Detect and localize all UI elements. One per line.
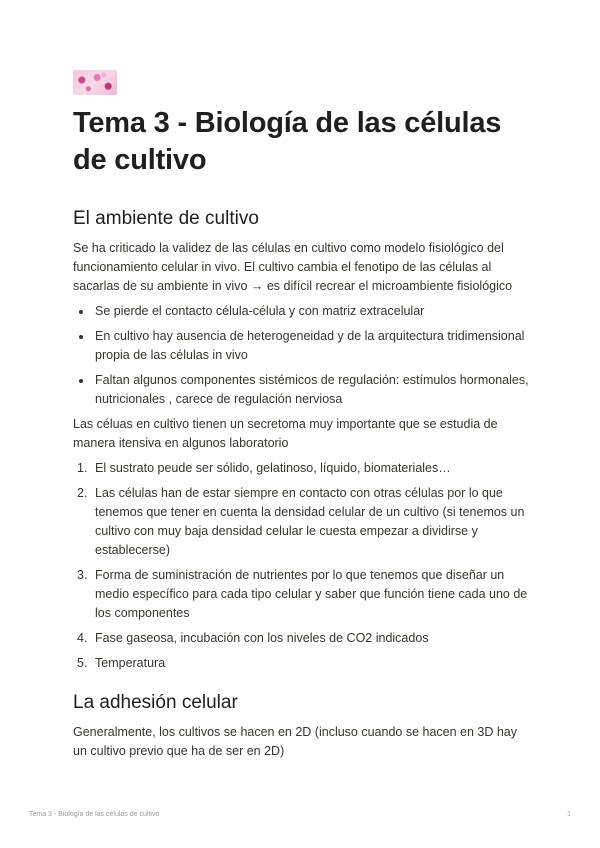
item-number: 1. (77, 461, 88, 475)
item-number: 5. (77, 656, 88, 670)
bullet-item: En cultivo hay ausencia de heterogeneidad y de la arquitectura tridimensional propia de las células in vivo (73, 327, 533, 365)
section-intro-ambiente: Se ha criticado la validez de las células en cultivo como modelo fisiológico del funcionamiento celular in vivo. El cultivo cambia el fenotipo de las células al sacarlas de su ambiente in vivo → es difícil recrear el microambiente fisiológico (73, 241, 513, 293)
page-title: Tema 3 - Biología de las células de cultivo (73, 107, 502, 176)
numbered-item (73, 654, 533, 673)
item-text: El sustrato peude ser sólido, gelatinoso, líquido, biomateriales… (95, 461, 451, 475)
item-text: Forma de suministración de nutrientes por lo que tenemos que diseñar un medio específico para cada tipo celular y saber que función tiene cada uno de los componentes (95, 568, 528, 620)
bullet-item: Se pierde el contacto célula-célula y con matriz extracelular (73, 302, 533, 321)
item-text: Fase gaseosa, incubación con los niveles de CO2 indicados (95, 631, 429, 645)
numbered-item (73, 566, 533, 623)
page-cover-image (73, 70, 117, 95)
footer-title: Tema 3 - Biología de las células de cultivo (29, 811, 160, 818)
numbered-item (73, 484, 533, 560)
item-number: 2. (77, 486, 88, 500)
section-heading-adhesion: La adhesión celular (73, 692, 238, 713)
footer-page-number: 1 (567, 811, 571, 818)
section-heading-ambiente: El ambiente de cultivo (73, 208, 259, 229)
numbered-item (73, 629, 533, 648)
numbered-item (73, 459, 533, 478)
numbered-list (73, 459, 533, 673)
section-intro-adhesion: Generalmente, los cultivos se hacen en 2D (incluso cuando se hacen en 3D hay un cultivo previo que ha de ser en 2D) (73, 725, 518, 758)
secretoma-paragraph: Las céluas en cultivo tienen un secretoma muy importante que se estudia de manera itensiva en algunos laboratorio (73, 417, 498, 450)
item-number: 4. (77, 631, 88, 645)
page-footer (29, 811, 571, 818)
item-text: Temperatura (95, 656, 166, 670)
item-number: 3. (77, 568, 88, 582)
bullet-item: Faltan algunos componentes sistémicos de regulación: estímulos hormonales, nutricionales , carece de regulación nerviosa (73, 371, 533, 409)
bullet-list (73, 302, 533, 409)
page-content (73, 70, 533, 761)
item-text: Las células han de estar siempre en contacto con otras células por lo que tenemos que tener en cuenta la densidad celular de un cultivo (si tenemos un cultivo con muy baja densidad celular le cuesta empezar a dividirse y establecerse) (95, 486, 525, 557)
